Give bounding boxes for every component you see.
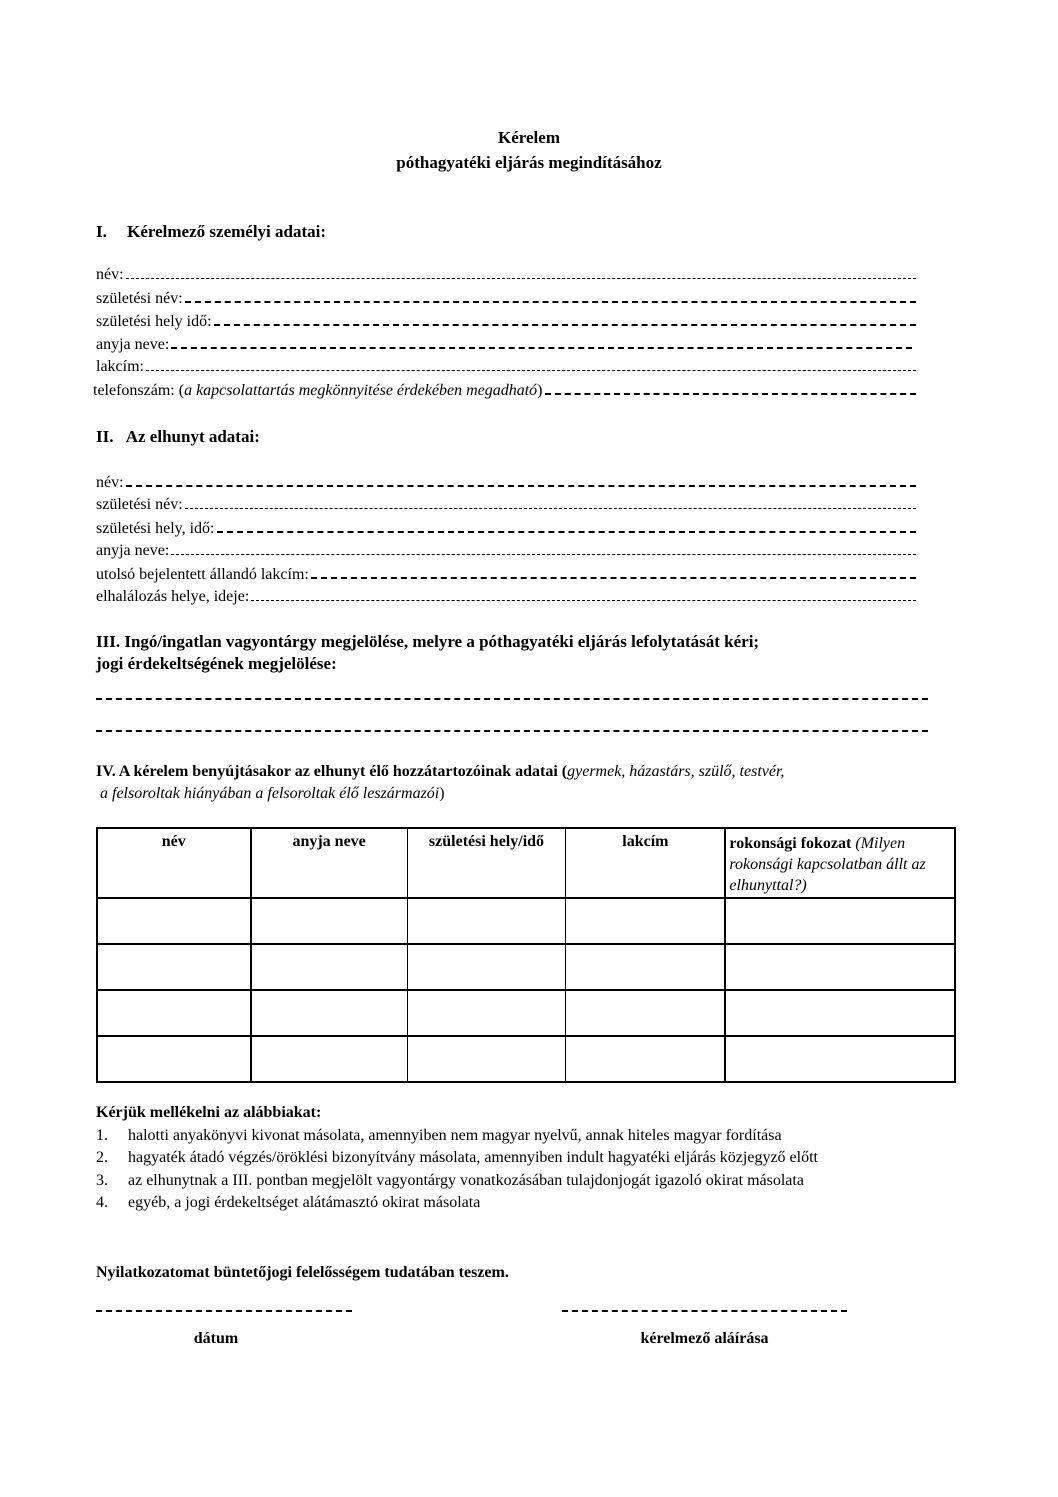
list-item-number: 4. [96, 1194, 108, 1211]
phone-hint: a kapcsolattartás megkönnyitése érdekében megadható [184, 382, 538, 399]
header-relationship-title: rokonsági fokozat [729, 835, 856, 852]
deceased-name-field[interactable] [96, 471, 916, 493]
field-label: születési név: [96, 290, 183, 307]
cell-name[interactable] [97, 1036, 251, 1082]
cell-relationship[interactable] [725, 944, 955, 990]
section-3-subheading: jogi érdekeltségének megjelölése: [96, 654, 337, 673]
applicant-address-field[interactable] [96, 356, 916, 378]
header-relationship [725, 828, 955, 898]
section-4-hint-1: gyermek, házastárs, szülő, testvér, [567, 763, 785, 780]
relatives-table [96, 827, 956, 1083]
cell-mother-name[interactable] [251, 990, 408, 1036]
header-birth-place-date: születési hely/idő [407, 828, 566, 898]
list-item [96, 1125, 818, 1148]
applicant-name-field[interactable] [96, 264, 916, 286]
field-label: anyja neve: [96, 542, 170, 559]
list-item-number: 3. [96, 1171, 108, 1189]
deceased-mother-name-field[interactable] [96, 540, 916, 562]
cell-name[interactable] [97, 944, 251, 990]
section-3-heading: III. Ingó/ingatlan vagyontárgy megjelölése, melyre a póthagyatéki eljárás lefolytatását kéri; [96, 632, 760, 651]
header-mother-name: anyja neve [251, 828, 408, 898]
field-label: anyja neve: [96, 336, 170, 353]
cell-birth-place-date[interactable] [407, 944, 566, 990]
fill-line[interactable] [214, 310, 916, 326]
list-item [96, 1192, 818, 1215]
declaration-text: Nyilatkozatomat büntetőjogi felelősségem tudatában teszem. [96, 1264, 509, 1281]
fill-line[interactable] [217, 517, 917, 533]
deceased-birth-place-date-field[interactable] [96, 517, 916, 539]
list-item [96, 1147, 818, 1170]
cell-mother-name[interactable] [251, 1036, 408, 1082]
phone-label: telefonszám: ( [93, 382, 185, 399]
field-label: lakcím: [96, 358, 144, 375]
field-label: születési hely, idő: [96, 520, 215, 537]
section-2-number: II. [96, 427, 114, 446]
section-1-title: Kérelmező személyi adatai: [127, 222, 327, 241]
signature-label: kérelmező aláírása [640, 1330, 769, 1347]
table-header-row [97, 828, 955, 898]
field-label: név: [96, 474, 124, 491]
field-label: név: [96, 266, 124, 283]
table-row [97, 898, 955, 944]
document-subtitle: póthagyatéki eljárás megindításához [396, 153, 662, 172]
cell-relationship[interactable] [725, 1036, 955, 1082]
document-title: Kérelem [498, 128, 560, 147]
field-label: utolsó bejelentett állandó lakcím: [96, 566, 309, 583]
cell-address[interactable] [566, 1036, 726, 1082]
section-2-title: Az elhunyt adatai: [125, 427, 260, 446]
section-4-heading-cont [100, 785, 445, 803]
list-item-number: 2. [96, 1149, 108, 1166]
cell-name[interactable] [97, 898, 251, 944]
field-label: születési hely idő: [96, 313, 212, 330]
field-label: elhalálozás helye, ideje: [96, 588, 250, 605]
section-2-heading [96, 427, 260, 447]
section-1-number: I. [96, 222, 107, 241]
fill-line[interactable] [146, 356, 916, 371]
cell-birth-place-date[interactable] [407, 898, 566, 944]
asset-description-line-1[interactable] [96, 698, 928, 700]
header-address: lakcím [566, 828, 726, 898]
list-item-text: egyéb, a jogi érdekeltséget alátámasztó okirat másolata [128, 1194, 481, 1211]
list-item [96, 1170, 818, 1193]
table-row [97, 1036, 955, 1082]
table-row [97, 944, 955, 990]
section-4-close: ) [439, 785, 445, 802]
fill-line[interactable] [171, 333, 912, 349]
cell-relationship[interactable] [725, 990, 955, 1036]
applicant-birth-place-date-field[interactable] [96, 310, 916, 332]
section-4-title: IV. A kérelem benyújtásakor az elhunyt élő hozzátartozóinak adatai ( [96, 763, 568, 780]
applicant-birth-name-field[interactable] [96, 287, 916, 309]
deceased-birth-name-field[interactable] [96, 494, 916, 516]
section-1-heading [96, 222, 326, 242]
deceased-death-place-date-field[interactable] [96, 586, 916, 608]
field-label [93, 382, 543, 400]
signature-line[interactable] [562, 1310, 847, 1312]
list-item-text: hagyaték átadó végzés/öröklési bizonyítvány másolata, amennyiben indult hagyatéki eljárás közjegyző előtt [128, 1149, 818, 1166]
header-relationship-hint: (Milyen rokonsági kapcsolatban állt az elhunyttal?) [729, 835, 926, 894]
fill-line[interactable] [185, 287, 916, 303]
cell-birth-place-date[interactable] [407, 990, 566, 1036]
fill-line[interactable] [126, 264, 916, 279]
cell-relationship[interactable] [725, 898, 955, 944]
fill-line[interactable] [311, 563, 916, 579]
deceased-last-address-field[interactable] [96, 563, 916, 585]
section-4-heading [96, 763, 784, 781]
header-name: név [97, 828, 251, 898]
section-4-hint-2: a felsoroltak hiányában a felsoroltak élő leszármazói [100, 785, 440, 802]
attachments-heading: Kérjük mellékelni az alábbiakat: [96, 1104, 322, 1121]
fill-line[interactable] [185, 494, 916, 509]
cell-mother-name[interactable] [251, 898, 408, 944]
date-line[interactable] [96, 1310, 352, 1312]
field-label: születési név: [96, 496, 183, 513]
list-item-number: 1. [96, 1126, 108, 1144]
fill-line[interactable] [251, 586, 916, 601]
cell-address[interactable] [566, 990, 726, 1036]
cell-name[interactable] [97, 990, 251, 1036]
fill-line[interactable] [171, 540, 916, 555]
attachments-list [96, 1102, 818, 1215]
cell-address[interactable] [566, 898, 726, 944]
list-item-text: az elhunytnak a III. pontban megjelölt vagyontárgy vonatkozásában tulajdonjogát igazoló okirat másolata [128, 1171, 804, 1189]
applicant-mother-name-field[interactable] [96, 333, 912, 355]
phone-label-close: ) [537, 382, 543, 399]
asset-description-line-2[interactable] [96, 730, 928, 732]
fill-line[interactable] [545, 379, 917, 395]
cell-address[interactable] [566, 944, 726, 990]
fill-line[interactable] [126, 471, 916, 487]
applicant-phone-field[interactable] [93, 379, 916, 401]
list-item-text: halotti anyakönyvi kivonat másolata, amennyiben nem magyar nyelvű, annak hiteles magyar fordítása [128, 1126, 782, 1144]
date-label: dátum [193, 1330, 239, 1347]
cell-birth-place-date[interactable] [407, 1036, 566, 1082]
table-row [97, 990, 955, 1036]
cell-mother-name[interactable] [251, 944, 408, 990]
